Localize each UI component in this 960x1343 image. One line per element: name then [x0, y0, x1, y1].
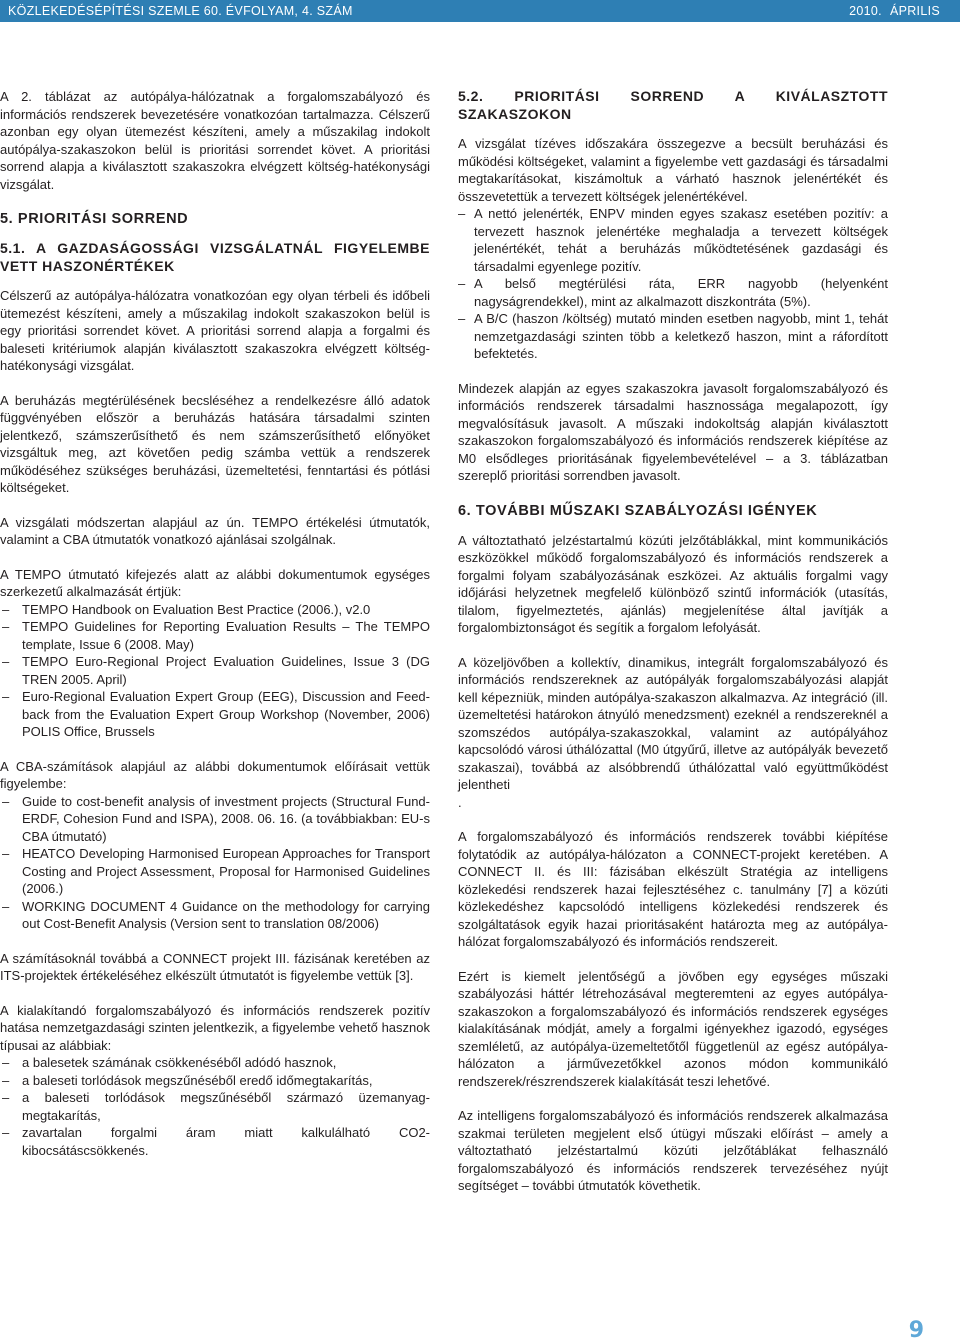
- tempo-document-list: [0, 601, 430, 741]
- list-item: – TEMPO Guidelines for Reporting Evaluation Results – The TEMPO template, Issue 6 (2008. May): [0, 618, 430, 653]
- section-5-2-heading: 5.2. PRIORITÁSI SORREND A KIVÁLASZTOTT SZAKASZOKON: [458, 88, 888, 122]
- list-item: – HEATCO Developing Harmonised European Approaches for Transport Costing and Project Assessment, Proposal for Harmonised Guidelines (2006.): [0, 845, 430, 898]
- section-5-1-heading: 5.1. A GAZDASÁGOSSÁGI VIZSGÁLATNÁL FIGYELEMBE VETT HASZONÉRTÉKEK: [0, 240, 430, 274]
- issue-month: ÁPRILIS: [889, 4, 940, 18]
- list-item: – a baleseti torlódások megszűnéséből eredő időmegtakarítás,: [0, 1072, 430, 1090]
- list-item: – Euro-Regional Evaluation Expert Group (EEG), Discussion and Feed-back from the Evaluation Expert Group Workshop (November, 2006) POLIS Office, Brussels: [0, 688, 430, 741]
- right-column: [458, 88, 888, 1212]
- indicator-list: [458, 205, 888, 363]
- paragraph: A forgalomszabályozó és információs rendszerek további kiépítése folytatódik az autópálya-hálózaton a CONNECT-projekt keretében. A CONNECT II. és III: fázisában elkészült Stratégia az intelligens közlekedési rendszerek hazai fejlesztéséhez c. tanulmány [7] a közúti közlekedéshez kapcsolódó intelligens közlekedési rendszerek és szolgáltatások egyik hazai prioritásaként határozta meg az autópálya-hálózat forgalomszabályozó és információs rendszereit.: [458, 829, 888, 949]
- paragraph: Az intelligens forgalomszabályozó és információs rendszerek alkalmazása szakmai területen megjelent első útügyi műszaki előírást – amely a változtatható jelzéstartalmú közúti jelzőtáblákat felhasználó forgalomszabályozó és információs rendszerek tervezéséhez nyújt segítséget – további útmutatók követhetik.: [458, 1108, 888, 1193]
- paragraph: A változtatható jelzéstartalmú közúti jelzőtáblákkal, mint kommunikációs eszközökkel működő forgalomszabályozó és információs rendszerek a forgalmi folyam szabályozásának eszközei. Az aktuális forgalmi vagy időjárási helyzetnek megfelelő különböző szintű információk (utasítás, tilalom, figyelmeztetés, ajánlás) megjelenítése által javítják a forgalombiztonságot és segítik a forgalom lefolyását.: [458, 532, 888, 635]
- paragraph: A beruházás megtérülésének becsléséhez a rendelkezésre álló adatok függvényében először a beruházás hatására társadalmi szinten jelentkező, számszerűsíthető és nem számszerűsíthető előnyöket vizsgáltuk meg, azt követően pedig számba vettük a rendszerek működéséhez szükséges beruházási, üzemeltetési, fenntartási és pótlási költségeket.: [0, 392, 430, 495]
- benefit-list: [0, 1054, 430, 1159]
- list-item: – A belső megtérülési ráta, ERR nagyobb (helyenként nagyságrendekkel), mint az alkalmazott diszkontráta (5%).: [458, 275, 888, 310]
- section-5-heading: 5. PRIORITÁSI SORREND: [0, 211, 189, 227]
- list-item: – A nettó jelenérték, ENPV minden egyes szakasz esetében pozitív: a tervezett hasznok jelenértéke meghaladja a tervezett költségek jelenértékét, tehát a beruházás működtetésének gazdasági és társadalmi egyenlege pozitív.: [458, 205, 888, 275]
- section-6-heading: 6. TOVÁBBI MŰSZAKI SZABÁLYOZÁSI IGÉNYEK: [458, 502, 818, 519]
- paragraph: A TEMPO útmutató kifejezés alatt az alábbi dokumentumok egységes szerkezetű alkalmazását értjük:: [0, 566, 430, 599]
- paragraph: A kialakítandó forgalomszabályozó és információs rendszerek pozitív hatása nemzetgazdasági szinten jelentkezik, a figyelembe vehető hasznok típusai az alábbiak:: [0, 1002, 430, 1053]
- paragraph: .: [458, 794, 462, 810]
- list-item: – A B/C (haszon /költség) mutató minden esetben nagyobb, mint 1, tehát nemzetgazdasági szinten több a keletkező haszon, mint a ráfordított befektetés.: [458, 310, 888, 363]
- intro-paragraph: A 2. táblázat az autópálya-hálózatnak a forgalomszabályozó és információs rendszerek bevezetésére vonatkozóan tartalmazza. Célszerű azonban egy olyan ütemezést készíteni, amely a műszakilag indokolt autópálya-szakaszokon belül is prioritási sorrendet követ. A prioritási sorrend alapja a kiválasztott szakaszokra elvégzett költség-hatékonysági vizsgálat.: [0, 89, 430, 192]
- running-header: [0, 0, 960, 22]
- paragraph: A vizsgálat tízéves időszakára összegezve a becsült beruházási és működési költségeket, valamint a figyelembe vett gazdasági és társadalmi megtakarításokat, kiszámoltuk a várható hasznok jelenértékét és összevetettük a tervezett költségek jelenértékével.: [458, 136, 888, 204]
- cba-document-list: [0, 793, 430, 933]
- list-item: – a baleseti torlódások megszűnéséből származó üzemanyag-megtakarítás,: [0, 1089, 430, 1124]
- issue-year: 2010.: [849, 4, 882, 18]
- paragraph: A számításoknál továbbá a CONNECT projekt III. fázisának keretében az ITS-projektek értékeléséhez elkészült útmutatót is figyelembe vettük [3].: [0, 950, 430, 983]
- list-item: – a balesetek számának csökkenéséből adódó hasznok,: [0, 1054, 430, 1072]
- list-item: – TEMPO Handbook on Evaluation Best Practice (2006.), v2.0: [0, 601, 430, 619]
- list-item: – Guide to cost-benefit analysis of investment projects (Structural Fund-ERDF, Cohesion Fund and ISPA), 2008. 06. 16. (a továbbiakban: EU-s CBA útmutató): [0, 793, 430, 846]
- issue-date: [849, 0, 940, 22]
- paragraph: A CBA-számítások alapjául az alábbi dokumentumok előírásait vettük figyelembe:: [0, 758, 430, 791]
- journal-title: KÖZLEKEDÉSÉPÍTÉSI SZEMLE 60. ÉVFOLYAM, 4. SZÁM: [8, 4, 353, 18]
- paragraph: Mindezek alapján az egyes szakaszokra javasolt forgalomszabályozó és információs rendszerek társadalmi hasznossága megalapozott, így megvalósításuk javasolt. A műszaki indokoltság alapján kiválasztott szakaszokon forgalomszabályozó és információs rendszerek kiépítése az M0 elsődleges prioritásának figyelembevételével – a 3. táblázatban szereplő prioritási sorrendben javasolt.: [458, 380, 888, 483]
- paragraph: A közeljövőben a kollektív, dinamikus, integrált forgalomszabályozó és információs rendszereknek az autópályák forgalomszabályozási alapját kell képezniük, minden autópálya-szakaszon alkalmazva. Az integráció (ill. üzemeltetési határokon átnyúló menedzsment) ezeknél a rendszereknél a szomszédos autópálya-szakaszokkal, valamint az autópályához kapcsolódó városi úthálózattal (M0 útgyűrű, illetve az autópályák bevezető szakaszai), továbbá az alsóbbrendű úthálózattal való együttműködést jelentheti: [458, 654, 888, 792]
- paragraph: A vizsgálati módszertan alapjául az ún. TEMPO értékelési útmutatók, valamint a CBA útmutatók vonatkozó ajánlásai szolgálnak.: [0, 514, 430, 547]
- list-item: – zavartalan forgalmi áram miatt kalkulálható CO2-kibocsátáscsökkenés.: [0, 1124, 430, 1159]
- page-number: 9: [908, 1318, 924, 1343]
- list-item: – WORKING DOCUMENT 4 Guidance on the methodology for carrying out Cost-Benefit Analysis (Version sent to translation 08/2006): [0, 898, 430, 933]
- list-item: – TEMPO Euro-Regional Project Evaluation Guidelines, Issue 3 (DG TREN 2005. April): [0, 653, 430, 688]
- paragraph: Ezért is kiemelt jelentőségű a jövőben egy egységes műszaki szabályozási háttér létrehozásával megteremteni az egyes autópálya-szakaszokon a forgalomszabályozó és információs rendszerek egységes kialakításának módját, amely a forgalmi igényekhez igazodó, egységes szemléletű, az autópálya-üzemeltetőtől függetlenül az egész autópálya-hálózaton a járművezetőkkel azonos módon kommunikáló rendszerek/részrendszerek kialakítását teszi lehetővé.: [458, 968, 888, 1089]
- paragraph: Célszerű az autópálya-hálózatra vonatkozóan egy olyan térbeli és időbeli ütemezést készíteni, amely a műszakilag indokolt szakaszokon belül is egy prioritási sorrendet követ. A prioritási sorrend alapja a forgalmi és baleseti kritériumok alapján kiválasztott szakaszokra elvégzett költség-hatékonysági vizsgálat.: [0, 288, 430, 373]
- left-column: [0, 88, 430, 1176]
